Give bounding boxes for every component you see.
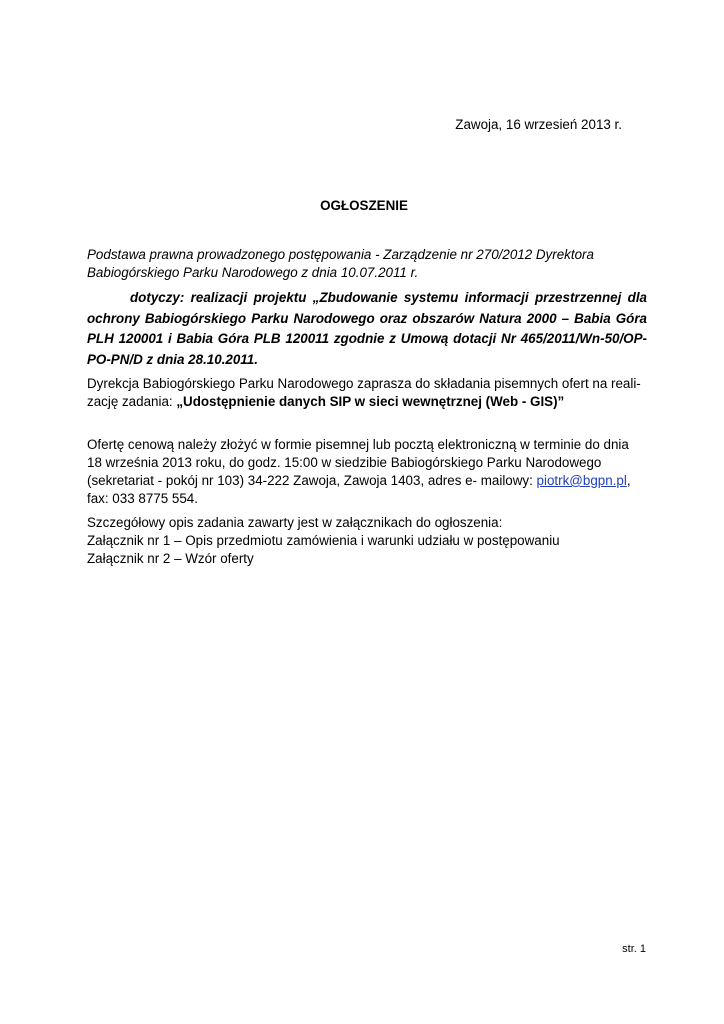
page-number: str. 1: [622, 943, 646, 955]
details-intro: Szczegółowy opis zadania zawarty jest w załącznikach do ogłoszenia:: [87, 515, 503, 530]
offer-line-3-prefix: (sekretariat - pokój nr 103) 34-222 Zawoja, Zawoja 1403, adres e- mailowy:: [87, 473, 537, 488]
offer-line-2: 18 września 2013 roku, do godz. 15:00 w siedzibie Babiogórskiego Parku Narodowego: [87, 455, 602, 470]
invitation-paragraph: [87, 375, 647, 411]
offer-line-3-suffix: ,: [626, 473, 631, 488]
offer-paragraph: [87, 436, 647, 508]
legal-basis-line-2: Babiogórskiego Parku Narodowego z dnia 10.07.2011 r.: [87, 265, 419, 280]
project-subject: [87, 288, 647, 370]
invitation-line-2-prefix: zację zadania:: [87, 394, 177, 409]
subject-line-2: ochrony Babiogórskiego Parku Narodowego oraz obszarów Natura 2000 – Babia Góra: [87, 310, 647, 326]
legal-basis: [87, 246, 647, 282]
legal-basis-line-1: Podstawa prawna prowadzonego postępowania - Zarządzenie nr 270/2012 Dyrektora: [87, 247, 594, 262]
subject-line-1: dotyczy: realizacji projektu „Zbudowanie systemu informacji przestrzennej dla: [130, 290, 647, 305]
attachment-item-1: Załącznik nr 1 – Opis przedmiotu zamówienia i warunki udziału w postępowaniu: [87, 533, 560, 548]
subject-line-3: PLH 120001 i Babia Góra PLB 120011 zgodnie z Umową dotacji Nr 465/2011/Wn-50/OP-: [87, 331, 647, 346]
offer-line-1: Ofertę cenową należy złożyć w formie pisemnej lub pocztą elektroniczną w terminie do dnia: [87, 437, 629, 452]
date-line: Zawoja, 16 wrzesień 2013 r.: [455, 117, 622, 132]
invitation-line-2: [87, 393, 647, 411]
attachment-item-2: Załącznik nr 2 – Wzór oferty: [87, 551, 254, 566]
offer-line-3: [87, 472, 647, 490]
email-link[interactable]: piotrk@bgpn.pl: [536, 473, 627, 488]
details-paragraph: [87, 514, 647, 568]
task-name: „Udostępnienie danych SIP w sieci wewnętrznej (Web - GIS)”: [176, 394, 565, 409]
offer-line-4: fax: 033 8775 554.: [87, 491, 198, 506]
page-title: OGŁOSZENIE: [320, 198, 408, 213]
subject-line-4: PO-PN/D z dnia 28.10.2011.: [87, 351, 258, 367]
invitation-line-1: Dyrekcja Babiogórskiego Parku Narodowego zaprasza do składania pisemnych ofert na reali-: [87, 376, 641, 391]
